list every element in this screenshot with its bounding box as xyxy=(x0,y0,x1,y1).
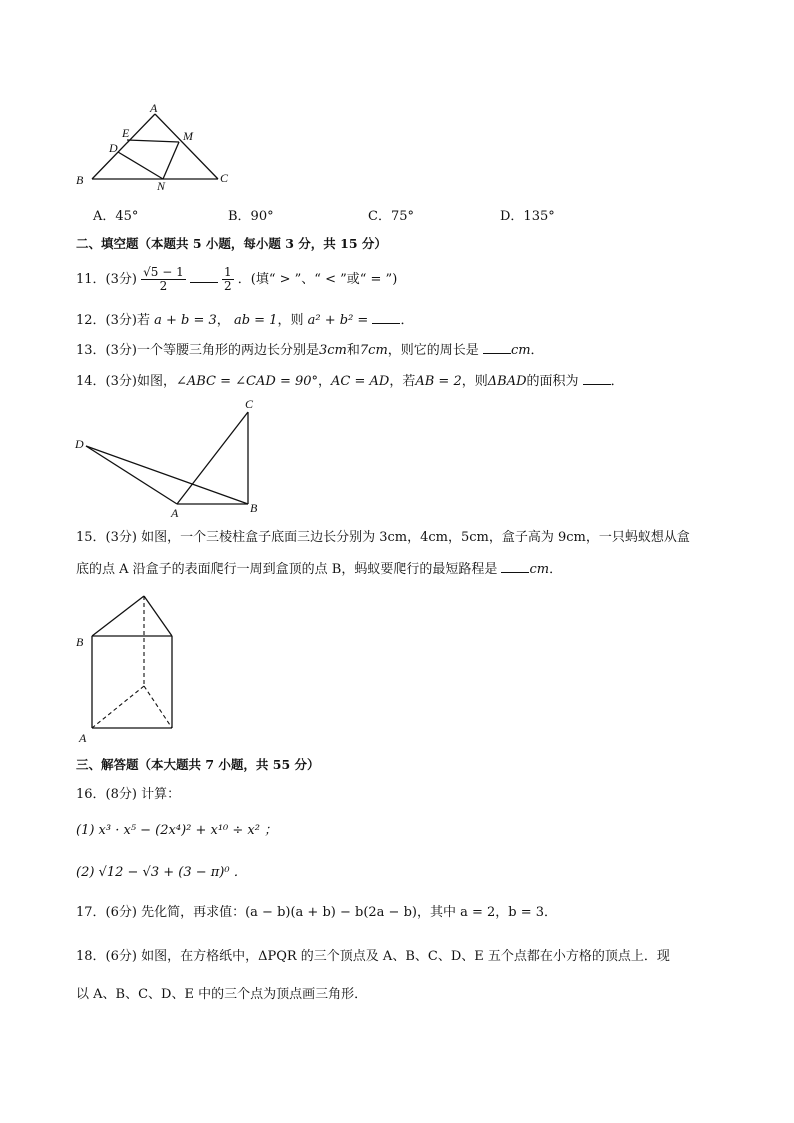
q13-unit: cm xyxy=(510,343,531,358)
q12-eq1: a + b = 3 xyxy=(154,313,217,328)
q11-frac2-den: 2 xyxy=(224,279,232,293)
q13-and: 和 xyxy=(346,343,360,358)
fig2-label-a: A xyxy=(171,506,179,520)
q13-answer-blank xyxy=(483,341,511,354)
label-a: A xyxy=(150,101,158,115)
q14-c3: AB = 2 xyxy=(415,374,462,389)
q12-expr: a² + b² = xyxy=(307,313,369,328)
q13-text1: 一个等腰三角形的两边长分别是 xyxy=(136,343,319,358)
q13-v2: 7cm xyxy=(359,343,388,358)
q15-end: ． xyxy=(549,562,563,577)
fig2-label-b: B xyxy=(250,501,258,515)
fig2-label-c: C xyxy=(245,397,254,411)
q13-text2: ，则它的周长是 xyxy=(387,343,479,358)
label-b: B xyxy=(76,173,84,187)
fig3-label-a: A xyxy=(79,731,87,744)
section-2-heading: 二、填空题（本题共 5 小题，每小题 3 分，共 15 分） xyxy=(76,236,387,251)
label-c: C xyxy=(220,171,229,185)
q14-text4: 的面积为 xyxy=(526,374,579,389)
q11-fraction-1 xyxy=(141,266,186,293)
question-15-line-1: 15．(3分) 如图，一个三棱柱盒子底面三边长分别为 3cm，4cm，5cm，盒子高为 9cm，一只蚂蚁想从盒 xyxy=(76,530,690,545)
question-14 xyxy=(76,372,624,391)
q12-answer-blank xyxy=(372,311,400,324)
q14-c2: AC = AD xyxy=(331,374,390,389)
q11-number: 11．(3分) xyxy=(76,272,137,287)
q14-text2: ，若 xyxy=(389,374,416,389)
q15-line2: 底的点 A 沿盒子的表面爬行一周到盒顶的点 B，蚂蚁要爬行的最短路程是 xyxy=(76,562,498,577)
q14-number: 14．(3分) xyxy=(76,374,137,389)
q12-sep: ， xyxy=(216,313,230,328)
q13-number: 13．(3分) xyxy=(76,343,137,358)
q14-c4: ΔBAD xyxy=(487,374,527,389)
right-triangles-figure xyxy=(72,396,272,520)
q11-answer-blank xyxy=(190,270,218,283)
option-b: B．90° xyxy=(228,209,274,224)
question-13 xyxy=(76,341,544,360)
label-m: M xyxy=(183,129,193,143)
label-d: D xyxy=(109,141,118,155)
question-15-line-2 xyxy=(76,560,562,579)
option-c: C．75° xyxy=(368,209,414,224)
q14-text1: 如图， xyxy=(136,374,176,389)
fig2-label-d: D xyxy=(75,437,84,451)
question-12 xyxy=(76,311,413,330)
q11-frac2-num: 1 xyxy=(224,265,232,279)
question-16: 16．(8分) 计算： xyxy=(76,787,181,802)
q12-end: ． xyxy=(400,313,414,328)
q13-v1: 3cm xyxy=(318,343,347,358)
question-16-part-2: (2) √12 − √3 + (3 − π)⁰ ． xyxy=(76,865,247,880)
label-e: E xyxy=(122,126,130,140)
q15-unit: cm xyxy=(529,562,550,577)
question-11 xyxy=(76,266,397,294)
q11-fraction-2 xyxy=(222,266,234,293)
option-d: D．135° xyxy=(500,209,555,224)
label-n: N xyxy=(157,179,166,192)
triangular-prism-figure xyxy=(72,588,192,744)
section-3-heading: 三、解答题（本大题共 7 小题，共 55 分） xyxy=(76,757,320,772)
question-16-part-1: (1) x³ · x⁵ − (2x⁴)² + x¹⁰ ÷ x² ； xyxy=(76,823,278,838)
q14-end: ． xyxy=(610,374,624,389)
q11-tail: ．(填“ > ”、“ < ”或“ = ”) xyxy=(237,272,398,287)
q15-answer-blank xyxy=(501,560,529,573)
q14-text3: ，则 xyxy=(461,374,488,389)
q13-end: ． xyxy=(530,343,544,358)
q14-answer-blank xyxy=(583,372,611,385)
q14-sep: ， xyxy=(318,374,332,389)
question-17: 17．(6分) 先化简，再求值：(a − b)(a + b) − b(2a − b)，其中 a = 2，b = 3． xyxy=(76,905,558,920)
q11-frac1-den: 2 xyxy=(159,279,168,293)
q12-eq2: ab = 1 xyxy=(233,313,278,328)
question-18-line-1: 18．(6分) 如图，在方格纸中，ΔPQR 的三个顶点及 A、B、C、D、E 五个点都在小方格的顶点上．现 xyxy=(76,949,670,964)
option-a: A．45° xyxy=(93,209,139,224)
q11-frac1-num: √5 − 1 xyxy=(143,265,184,279)
triangle-abc-figure xyxy=(72,100,242,192)
q14-c1: ∠ABC = ∠CAD = 90° xyxy=(175,374,319,389)
fig3-label-b: B xyxy=(76,635,84,649)
q12-mid: ，则 xyxy=(277,313,304,328)
question-18-line-2: 以 A、B、C、D、E 中的三个点为顶点画三角形． xyxy=(76,987,368,1002)
q12-pre: 若 xyxy=(136,313,150,328)
q12-number: 12．(3分) xyxy=(76,313,137,328)
